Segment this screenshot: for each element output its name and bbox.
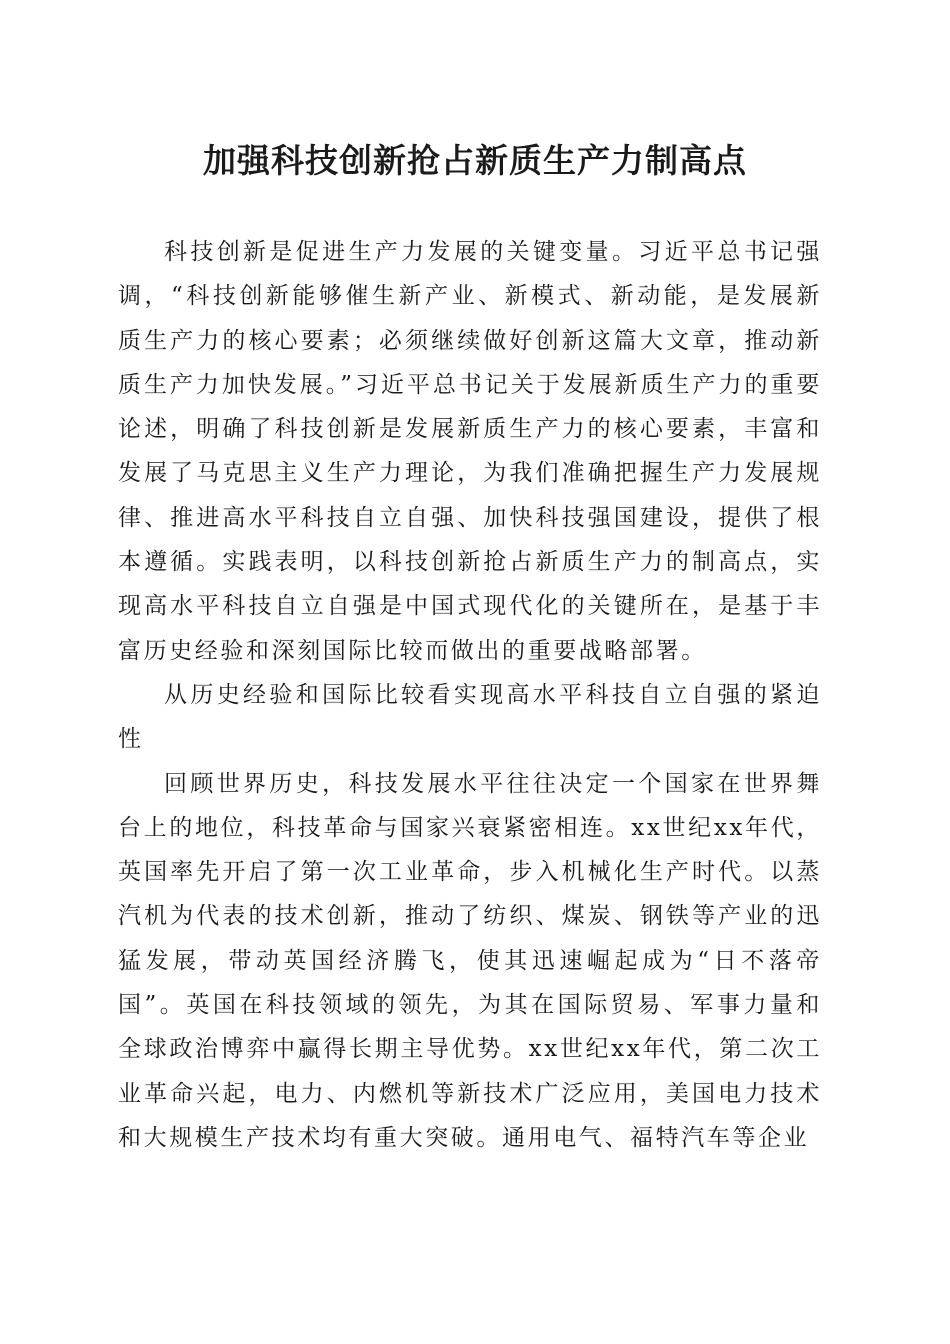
paragraph-history: 回顾世界历史，科技发展水平往往决定一个国家在世界舞台上的地位，科技革命与国家兴衰紧密相连。xx世纪xx年代，英国率先开启了第一次工业革命，步入机械化生产时代。以蒸汽机为代表的技术创新，推动了纺织、煤炭、钢铁等产业的迅猛发展，带动英国经济腾飞，使其迅速崛起成为“日不落帝国”。英国在科技领域的领先，为其在国际贸易、军事力量和全球政治博弈中赢得长期主导优势。xx世纪xx年代，第二次工业革命兴起，电力、内燃机等新技术广泛应用，美国电力技术和大规模生产技术均有重大突破。通用电气、福特汽车等企业 [118,770,822,1151]
document-body [118,230,822,1160]
paragraph-section-heading: 从历史经验和国际比较看实现高水平科技自立自强的紧迫性 [118,681,822,753]
document-title: 加强科技创新抢占新质生产力制高点 [203,141,747,180]
paragraph-intro: 科技创新是促进生产力发展的关键变量。习近平总书记强调，“科技创新能够催生新产业、新模式、新动能，是发展新质生产力的核心要素；必须继续做好创新这篇大文章，推动新质生产力加快发展。”习近平总书记关于发展新质生产力的重要论述，明确了科技创新是发展新质生产力的核心要素，丰富和发展了马克思主义生产力理论，为我们准确把握生产力发展规律、推进高水平科技自立自强、加快科技强国建设，提供了根本遵循。实践表明，以科技创新抢占新质生产力的制高点，实现高水平科技自立自强是中国式现代化的关键所在，是基于丰富历史经验和深刻国际比较而做出的重要战略部署。 [118,239,822,664]
